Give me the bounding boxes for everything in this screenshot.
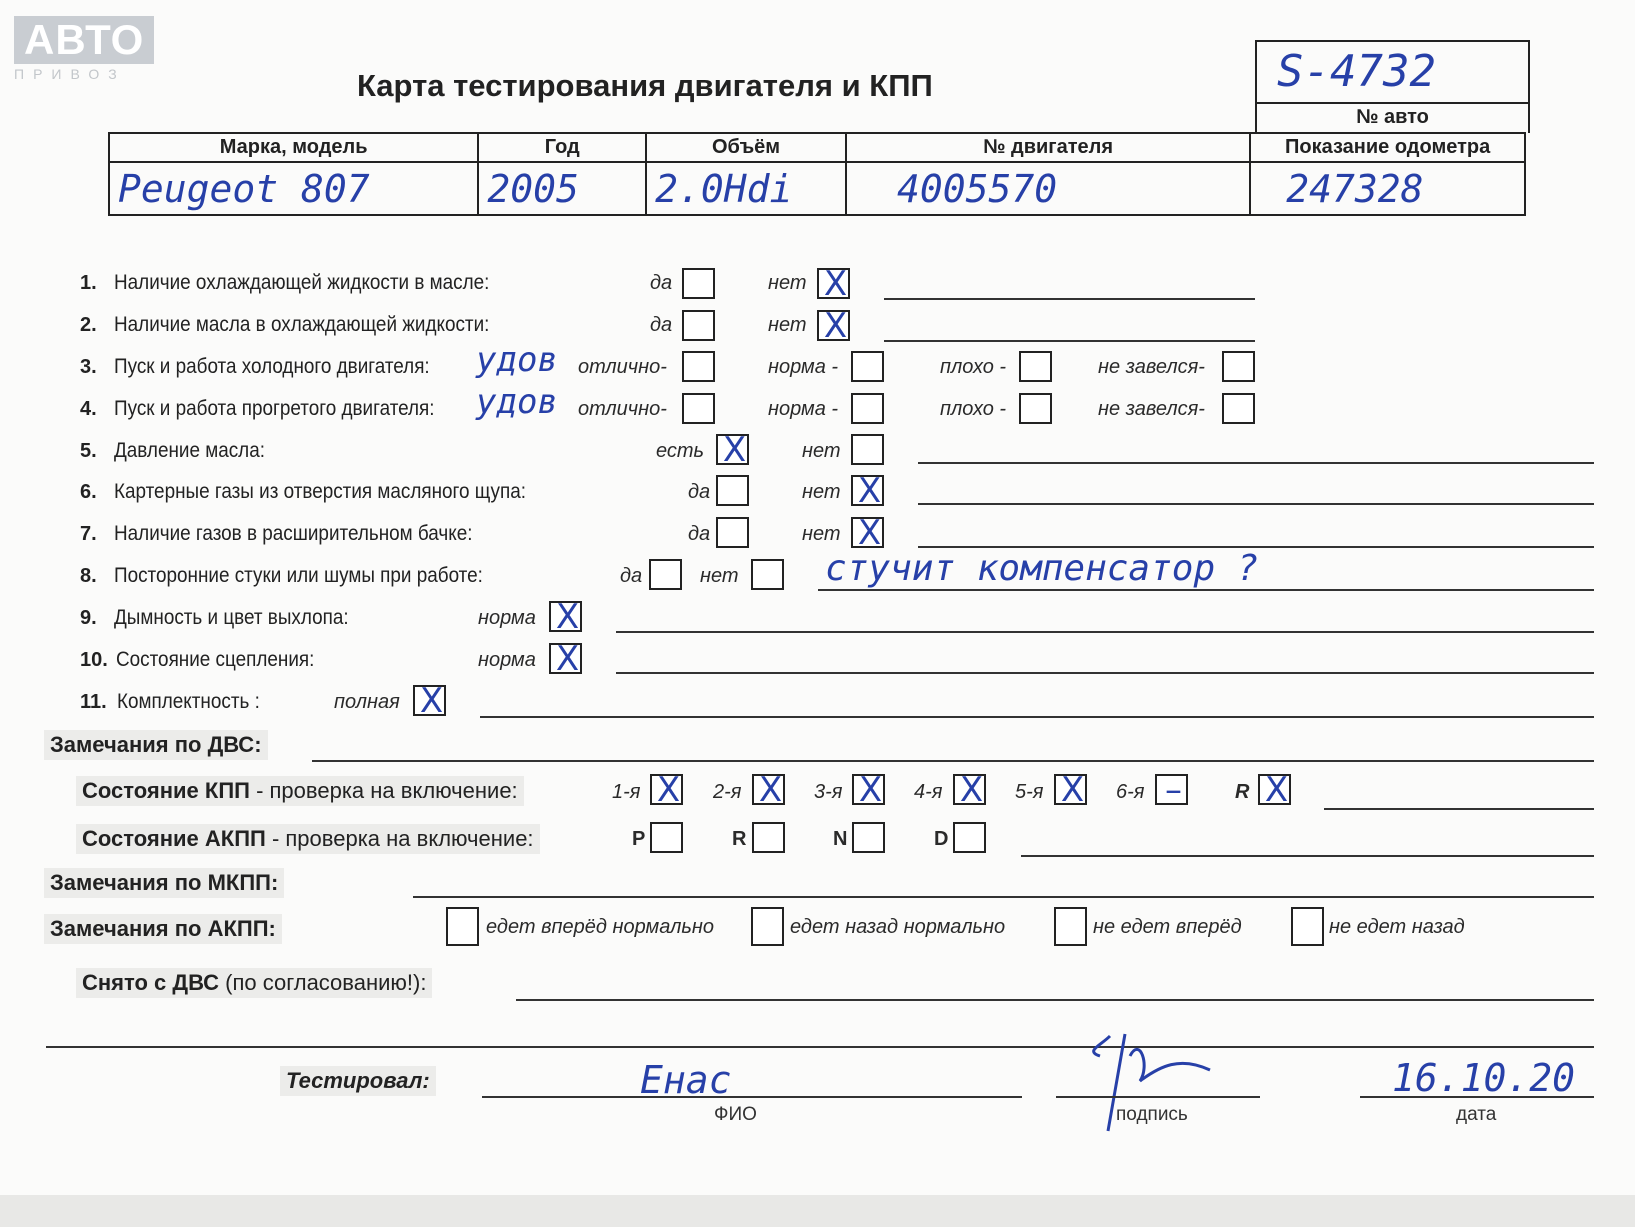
check-3-normal-label: норма - [768, 356, 839, 378]
check-4-text: Пуск и работа прогретого двигателя: [114, 397, 435, 420]
check-6-number: 6. [80, 481, 97, 503]
signature-caption: подпись [1116, 1104, 1188, 1125]
check-4-normal-label: норма - [768, 398, 839, 420]
check-5-text: Давление масла: [114, 439, 265, 462]
check-4-number: 4. [80, 398, 97, 420]
auto-number-box [1255, 40, 1530, 133]
akpp-notes-line[interactable] [1021, 855, 1594, 857]
akpp-no-forward-label: не едет вперёд [1093, 916, 1242, 938]
akpp-backward-ok-checkbox[interactable] [751, 907, 784, 946]
col-odometer: Показание одометра [1250, 133, 1525, 162]
check-1-notes-line[interactable] [884, 298, 1255, 300]
check-10-normal-checkbox[interactable]: X [549, 643, 582, 674]
col-volume: Объём [646, 133, 846, 162]
check-7-no-label: нет [802, 523, 841, 545]
gear-6-label: 6-я [1116, 781, 1145, 803]
gear-4-checkbox[interactable]: X [953, 774, 986, 805]
logo-text: АВТО [14, 16, 154, 64]
check-8-no-checkbox[interactable] [751, 559, 784, 590]
check-10-notes-line[interactable] [616, 672, 1594, 674]
tested-by-label: Тестировал: [280, 1066, 436, 1096]
check-1-number: 1. [80, 272, 97, 294]
check-4-bad-checkbox[interactable] [1019, 393, 1052, 424]
akpp-label-rest: - проверка на включение: [265, 826, 534, 851]
check-6-yes-checkbox[interactable] [716, 475, 749, 506]
check-7-yes-checkbox[interactable] [716, 517, 749, 548]
check-2-no-checkbox[interactable]: X [817, 310, 850, 341]
gear-1-label: 1-я [612, 781, 641, 803]
gear-5-label: 5-я [1015, 781, 1044, 803]
date-caption: дата [1456, 1104, 1497, 1125]
gear-4-label: 4-я [914, 781, 943, 803]
date-line[interactable] [1360, 1096, 1594, 1098]
check-2-no-label: нет [768, 314, 807, 336]
check-9-normal-label: норма [478, 607, 536, 629]
check-1-no-checkbox[interactable]: X [817, 268, 850, 299]
gear-3-checkbox[interactable]: X [852, 774, 885, 805]
check-11-number: 11. [80, 691, 107, 713]
check-6-yes-label: да [688, 481, 711, 503]
check-3-excellent-label: отлично- [578, 356, 667, 378]
check-8-text: Посторонние стуки или шумы при работе: [114, 564, 483, 587]
check-4-handwritten-note[interactable]: удов [476, 382, 558, 422]
scan-background [0, 1195, 1635, 1227]
col-make-model: Марка, модель [109, 133, 478, 162]
check-10-normal-label: норма [478, 649, 536, 671]
remarks-engine-line[interactable] [312, 760, 1594, 762]
kpp-label [76, 776, 524, 806]
vehicle-header-table [108, 132, 1526, 216]
check-1-yes-checkbox[interactable] [682, 268, 715, 299]
removed-label [76, 968, 432, 998]
col-engine-number: № двигателя [846, 133, 1250, 162]
akpp-r-checkbox[interactable] [752, 822, 785, 853]
check-5-notes-line[interactable] [918, 462, 1594, 464]
logo-subtext: ПРИВОЗ [14, 66, 126, 82]
check-4-no-start-label: не завелся- [1098, 398, 1205, 420]
check-8-no-label: нет [700, 565, 739, 587]
gear-2-checkbox[interactable]: X [752, 774, 785, 805]
akpp-d-checkbox[interactable] [953, 822, 986, 853]
gear-1-checkbox[interactable]: X [650, 774, 683, 805]
auto-number-value[interactable]: S-4732 [1257, 42, 1528, 104]
check-9-number: 9. [80, 607, 97, 629]
gear-6-checkbox[interactable]: – [1155, 774, 1188, 805]
check-4-no-start-checkbox[interactable] [1222, 393, 1255, 424]
check-3-no-start-label: не завелся- [1098, 356, 1205, 378]
akpp-d-label: D [934, 828, 949, 850]
check-5-no-label: нет [802, 440, 841, 462]
check-5-yes-checkbox[interactable]: X [716, 434, 749, 465]
gear-5-checkbox[interactable]: X [1054, 774, 1087, 805]
check-7-no-checkbox[interactable]: X [851, 517, 884, 548]
check-3-bad-label: плохо - [940, 356, 1007, 378]
check-5-no-checkbox[interactable] [851, 434, 884, 465]
gear-3-label: 3-я [814, 781, 843, 803]
check-8-number: 8. [80, 565, 97, 587]
year-value[interactable]: 2005 [478, 162, 646, 215]
check-2-text: Наличие масла в охлаждающей жидкости: [114, 313, 490, 336]
check-8-notes-line[interactable] [818, 589, 1594, 591]
gear-r-checkbox[interactable]: X [1258, 774, 1291, 805]
removed-line[interactable] [516, 999, 1594, 1001]
signature-line[interactable] [1056, 1096, 1260, 1098]
check-6-no-label: нет [802, 481, 841, 503]
check-7-text: Наличие газов в расширительном бачке: [114, 522, 473, 545]
check-9-text: Дымность и цвет выхлопа: [114, 606, 349, 629]
check-6-notes-line[interactable] [918, 503, 1594, 505]
make-model-value[interactable]: Peugeot 807 [109, 162, 478, 215]
auto-number-label: № авто [1356, 106, 1429, 128]
page-title: Карта тестирования двигателя и КПП [357, 68, 933, 103]
akpp-r-label: R [732, 828, 747, 850]
values-row [109, 162, 1525, 215]
check-9-normal-checkbox[interactable]: X [549, 601, 582, 632]
check-4-excellent-label: отлично- [578, 398, 667, 420]
check-4-normal-checkbox[interactable] [851, 393, 884, 424]
check-3-excellent-checkbox[interactable] [682, 351, 715, 382]
check-2-notes-line[interactable] [884, 340, 1255, 342]
removed-line-2[interactable] [46, 1046, 1594, 1048]
check-4-bad-label: плохо - [940, 398, 1007, 420]
removed-label-bold: Снято с ДВС [82, 970, 220, 995]
check-10-number: 10. [80, 649, 108, 671]
date-value[interactable]: 16.10.20 [1392, 1056, 1576, 1100]
check-1-yes-label: да [650, 272, 673, 294]
tester-name-caption: ФИО [714, 1104, 757, 1125]
check-9-notes-line[interactable] [616, 631, 1594, 633]
akpp-n-label: N [833, 828, 848, 850]
engine-number-value[interactable]: 4005570 [846, 162, 1250, 215]
check-11-text: Комплектность : [117, 690, 260, 713]
akpp-no-forward-checkbox[interactable] [1054, 907, 1087, 946]
remarks-akpp-label: Замечания по АКПП: [44, 914, 282, 944]
tester-name-value[interactable]: Енас [640, 1058, 732, 1102]
tester-name-line[interactable] [482, 1096, 1022, 1098]
header-row [109, 133, 1525, 162]
akpp-label [76, 824, 540, 854]
remarks-mkpp-label: Замечания по МКПП: [44, 868, 284, 898]
check-2-number: 2. [80, 314, 97, 336]
akpp-n-checkbox[interactable] [852, 822, 885, 853]
removed-label-rest: (по согласованию!): [219, 970, 427, 995]
akpp-forward-ok-checkbox[interactable] [446, 907, 479, 946]
kpp-label-rest: - проверка на включение: [249, 778, 518, 803]
remarks-mkpp-line[interactable] [413, 896, 1594, 898]
check-3-handwritten-note[interactable]: удов [476, 340, 558, 380]
check-6-text: Картерные газы из отверстия масляного щупа: [114, 480, 526, 503]
check-2-yes-label: да [650, 314, 673, 336]
check-8-yes-label: да [620, 565, 643, 587]
akpp-label-bold: Состояние АКПП [82, 826, 266, 851]
check-1-no-label: нет [768, 272, 807, 294]
check-3-no-start-checkbox[interactable] [1222, 351, 1255, 382]
check-3-number: 3. [80, 356, 97, 378]
remarks-engine-label: Замечания по ДВС: [44, 730, 268, 760]
check-1-text: Наличие охлаждающей жидкости в масле: [114, 271, 490, 294]
check-8-yes-checkbox[interactable] [649, 559, 682, 590]
akpp-forward-ok-label: едет вперёд нормально [486, 916, 715, 938]
check-5-yes-label: есть [656, 440, 705, 462]
check-2-yes-checkbox[interactable] [682, 310, 715, 341]
check-11-notes-line[interactable] [480, 716, 1594, 718]
check-10-text: Состояние сцепления: [116, 648, 315, 671]
check-11-complete-checkbox[interactable]: X [413, 685, 446, 716]
gear-2-label: 2-я [713, 781, 742, 803]
check-5-number: 5. [80, 440, 97, 462]
odometer-value[interactable]: 247328 [1250, 162, 1525, 215]
check-6-no-checkbox[interactable]: X [851, 475, 884, 506]
akpp-no-backward-label: не едет назад [1329, 916, 1465, 938]
check-4-excellent-checkbox[interactable] [682, 393, 715, 424]
akpp-p-checkbox[interactable] [650, 822, 683, 853]
check-3-text: Пуск и работа холодного двигателя: [114, 355, 430, 378]
gear-r-label: R [1235, 781, 1250, 803]
check-8-handwritten-note[interactable]: стучит компенсатор ? [825, 548, 1259, 589]
check-7-yes-label: да [688, 523, 711, 545]
check-7-number: 7. [80, 523, 97, 545]
check-3-normal-checkbox[interactable] [851, 351, 884, 382]
check-3-bad-checkbox[interactable] [1019, 351, 1052, 382]
volume-value[interactable]: 2.0Hdi [646, 162, 846, 215]
akpp-p-label: P [632, 828, 646, 850]
col-year: Год [478, 133, 646, 162]
kpp-notes-line[interactable] [1324, 808, 1594, 810]
check-11-complete-label: полная [334, 691, 400, 713]
avtoprivoz-logo [14, 16, 154, 82]
akpp-backward-ok-label: едет назад нормально [790, 916, 1006, 938]
kpp-label-bold: Состояние КПП [82, 778, 250, 803]
akpp-no-backward-checkbox[interactable] [1291, 907, 1324, 946]
